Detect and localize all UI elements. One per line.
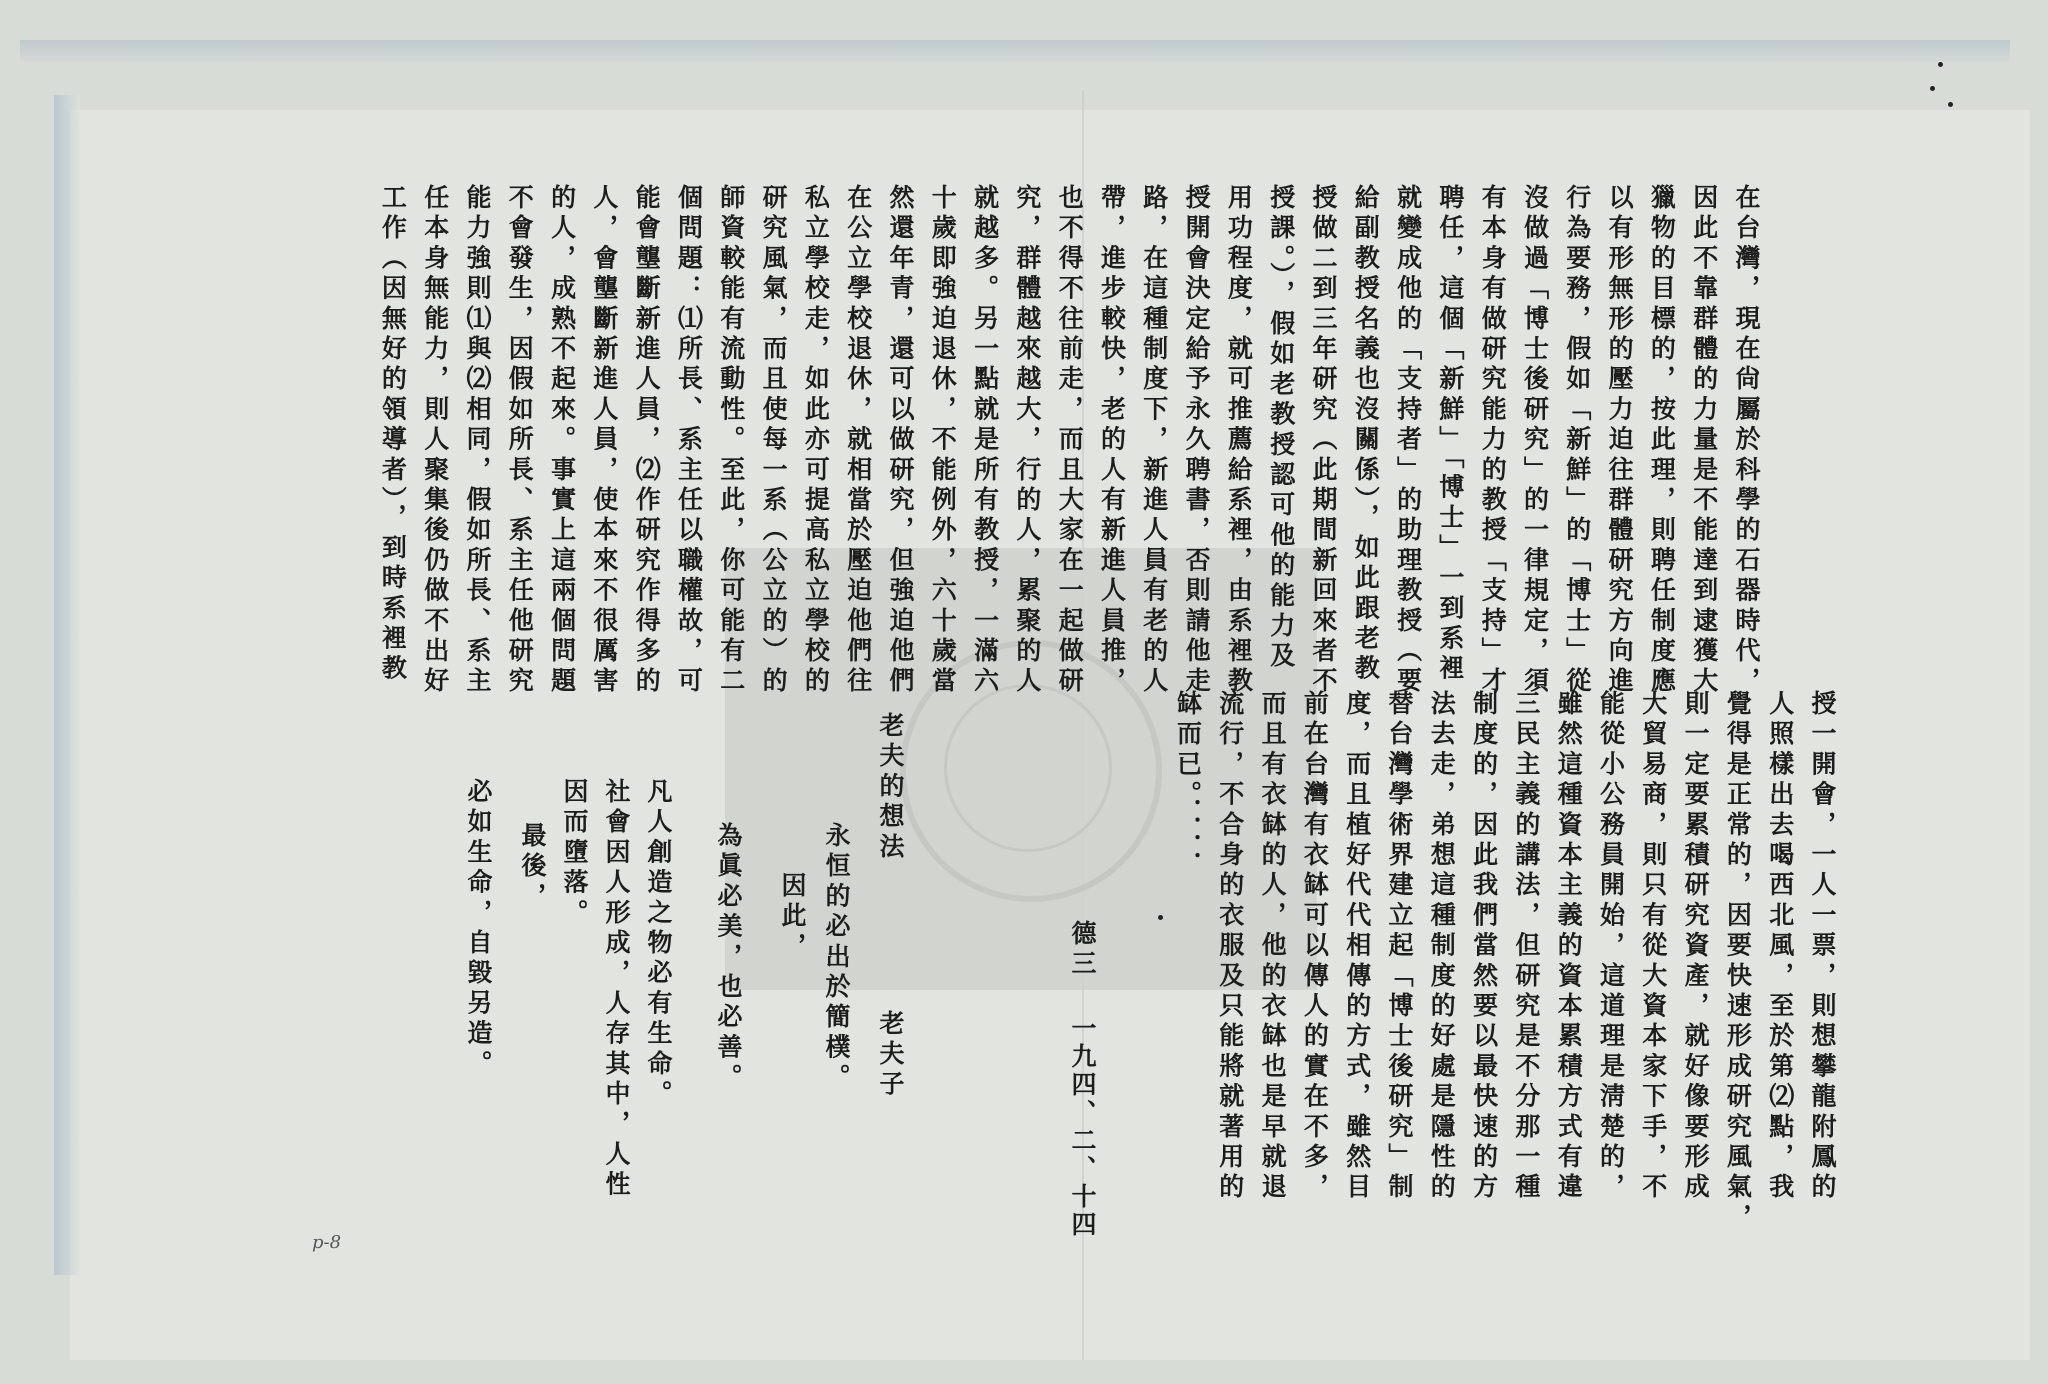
essay-line: 為眞必美，也必善。 [714, 822, 743, 1094]
signature-name: 德三 [1068, 920, 1097, 981]
article-column: 十歲即強迫退休，不能例外，六十歲當 [928, 184, 958, 698]
article-column: 獵物的目標的，按此理，則聘任制度應 [1647, 184, 1677, 698]
article-column: 流行，不合身的衣服及只能將就著用的 [1215, 690, 1245, 1204]
article-column: 法去走，弟想這種制度的好處是隱性的 [1427, 690, 1457, 1204]
article-column: 覺得是正常的，因要快速形成研究風氣， [1723, 690, 1753, 1234]
article-column: 授開會決定給予永久聘書，否則請他走 [1182, 184, 1212, 698]
essay-title: 老夫的想法 [876, 712, 905, 863]
article-column: 授一開會，一人一票，則想攀龍附鳳的 [1808, 690, 1837, 1204]
essay-line: 社會因人形成，人存其中，人性 [602, 778, 631, 1201]
article-column: 授課。），假如老教授認可他的能力及 [1266, 184, 1296, 673]
essay-line: 凡人創造之物必有生命。 [644, 778, 673, 1111]
article-column: 路，在這種制度下，新進人員有老的人 [1139, 184, 1169, 698]
article-column: 不會發生，因假如所長、系主任他研究 [505, 184, 535, 698]
article-column: 能力強則⑴與⑵相同，假如所長、系主 [463, 184, 492, 698]
article-column: 前在台灣有衣缽可以傳人的實在不多， [1300, 690, 1330, 1204]
article-column: 缽而已。．．．． [1173, 690, 1203, 882]
article-column: 師資較能有流動性。至此，你可能有二 [716, 184, 746, 698]
article-column: 個問題：⑴所長、系主任以職權故，可 [674, 184, 704, 698]
article-column: 人，會壟斷新進人員，使本來不很厲害 [589, 184, 619, 698]
essay-line: 永恒的必出於簡樸。 [822, 822, 851, 1094]
article-column: 能從小公務員開始，這道理是淸楚的， [1596, 690, 1626, 1204]
article-column: 授做二到三年研究（此期間新回來者不 [1309, 184, 1338, 698]
essay-author: 老夫子 [876, 1010, 905, 1101]
article-column: 任本身無能力，則人聚集後仍做不出好 [420, 184, 450, 698]
article-column: 以有形無形的壓力迫往群體研究方向進 [1605, 184, 1635, 698]
essay-line: 因而墮落。 [560, 778, 589, 929]
speck [1948, 102, 1953, 107]
article-column: 就越多。另一點就是所有教授，一滿六 [970, 184, 1000, 698]
paper-edge [54, 95, 80, 1275]
article-column: 替台灣學術界建立起「博士後研究」制 [1385, 690, 1414, 1204]
article-column: 制度的，因此我們當然要以最快速的方 [1469, 690, 1499, 1204]
article-column: 則一定要累積研究資產，就好像要形成 [1681, 690, 1711, 1204]
essay-line: 必如生命，自毀另造。 [464, 778, 493, 1080]
article-column: 用功程度，就可推薦給系裡，由系裡教 [1224, 184, 1254, 698]
article-column: 在公立學校退休，就相當於壓迫他們往 [843, 184, 873, 698]
article-column: 大貿易商，則只有從大資本家下手，不 [1638, 690, 1668, 1204]
article-column: 私立學校走，如此亦可提高私立學校的 [801, 184, 831, 698]
article-column: 然還年青，還可以做研究，但強迫他們 [886, 184, 915, 698]
speck [1158, 915, 1163, 920]
article-column: 究，群體越來越大，行的人，累聚的人 [1012, 184, 1042, 698]
essay-line: 最後， [518, 822, 547, 913]
article-column: 度，而且植好代代相傳的方式，雖然目 [1342, 690, 1372, 1204]
article-column: 因此不靠群體的力量是不能達到逮獲大 [1689, 184, 1719, 698]
page-mark: p-8 [312, 1232, 342, 1253]
speck [1930, 86, 1935, 91]
article-column: 的人，成熟不起來。事實上這兩個問題 [547, 184, 577, 698]
article-column: 而且有衣缽的人，他的衣缽也是早就退 [1258, 690, 1288, 1204]
article-column: 三民主義的講法，但研究是不分那一種 [1511, 690, 1541, 1204]
article-column: 給副教授名義也沒關係），如此跟老教 [1351, 184, 1381, 685]
article-column: 人照樣出去喝西北風，至於第⑵點，我 [1765, 690, 1795, 1204]
article-column: 雖然這種資本主義的資本累積方式有違 [1554, 690, 1584, 1204]
article-column: 帶，進步較快，老的人有新進人員推， [1097, 184, 1127, 698]
article-column: 有本身有做研究能力的教授「支持」才 [1478, 184, 1508, 698]
article-column: 工作（因無好的領導者），到時系裡教 [378, 184, 408, 685]
speck [1938, 62, 1943, 67]
article-column: 行為要務，假如「新鮮」的「博士」從 [1562, 184, 1592, 698]
article-column: 也不得不往前走，而且大家在一起做研 [1055, 184, 1085, 698]
article-column: 聘任，這個「新鮮」「博士」一到系裡 [1435, 184, 1465, 685]
article-column: 能會壟斷新進人員，⑵作研究作得多的 [632, 184, 662, 698]
signature-date: 一九四、二、十四 [1068, 1015, 1097, 1239]
article-column: 研究風氣，而且使每一系（公立的）的 [759, 184, 789, 698]
article-column: 在台灣，現在尙屬於科學的石器時代， [1732, 184, 1761, 698]
article-column: 沒做過「博士後研究」的一律規定，須 [1520, 184, 1550, 698]
essay-line: 因此， [778, 872, 807, 963]
article-column: 就變成他的「支持者」的助理教授（要 [1393, 184, 1423, 698]
tape-strip [20, 40, 2010, 62]
